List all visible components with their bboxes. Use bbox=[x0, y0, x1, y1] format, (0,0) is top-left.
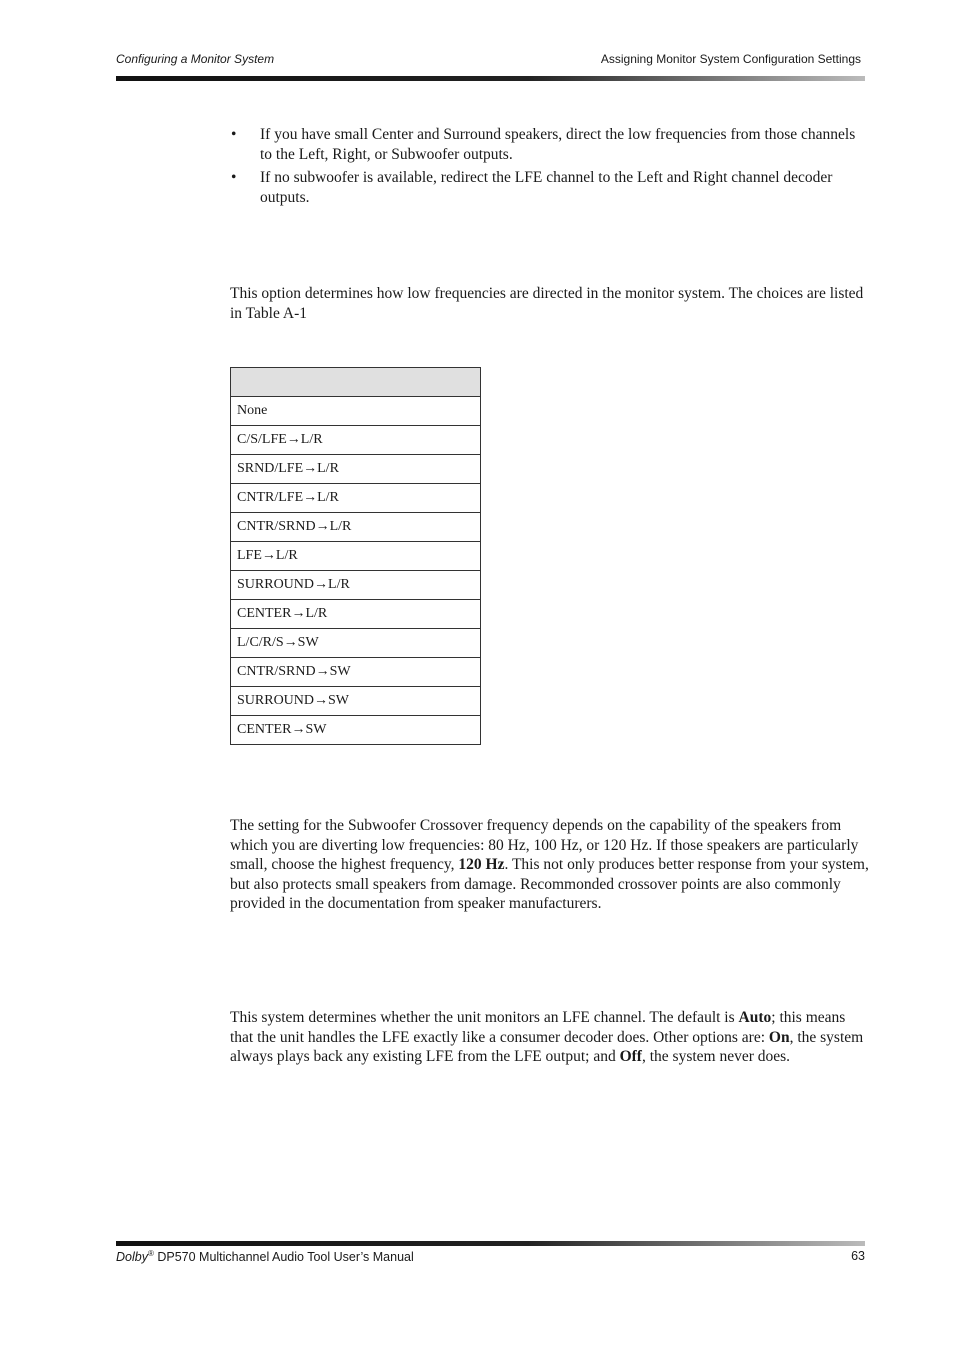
bullet-icon: • bbox=[231, 126, 237, 143]
table-cell: SURROUND→SW bbox=[231, 687, 481, 716]
lfe-bold-auto: Auto bbox=[738, 1009, 772, 1026]
table-cell: L/C/R/S→SW bbox=[231, 629, 481, 658]
lfe-text-2: ; this means that the unit handles the LFE exactly like a consumer decoder does. Other options are: bbox=[230, 1009, 846, 1046]
table-cell: None bbox=[231, 397, 481, 426]
table-cell: CNTR/SRND→L/R bbox=[231, 513, 481, 542]
table-cell: CENTER→SW bbox=[231, 716, 481, 745]
bullet-item bbox=[230, 168, 870, 207]
lfe-text-3: , the system always plays back any existing LFE from the LFE output; and bbox=[230, 1028, 864, 1065]
lfe-bold-on: On bbox=[768, 1028, 790, 1046]
bullet-icon: • bbox=[231, 169, 237, 186]
bullet-text: If you have small Center and Surround speakers, direct the low frequencies from those channels to the Left, Right, or Subwoofer outputs. bbox=[260, 126, 856, 163]
lfe-paragraph bbox=[230, 1008, 870, 1067]
page-header bbox=[116, 52, 861, 70]
header-section-title: Assigning Monitor System Configuration Settings bbox=[600, 52, 861, 66]
table-row bbox=[231, 629, 481, 658]
table-row bbox=[231, 687, 481, 716]
table-cell: SURROUND→L/R bbox=[231, 571, 481, 600]
table-cell: C/S/LFE→L/R bbox=[231, 426, 481, 455]
table-cell: SRND/LFE→L/R bbox=[231, 455, 481, 484]
table-row bbox=[231, 397, 481, 426]
table-cell: CENTER→L/R bbox=[231, 600, 481, 629]
page-number: 63 bbox=[851, 1249, 865, 1263]
lfe-text-1: This system determines whether the unit monitors an LFE channel. The default is bbox=[230, 1009, 739, 1026]
crossover-text-2: . This not only produces better response from your system, but also protects small speakers from damage. Recommonded crossover points are also commonly provided in the documentation from speaker manufacturers. bbox=[230, 856, 869, 912]
bullet-item bbox=[230, 125, 870, 164]
bullet-text: If no subwoofer is available, redirect the LFE channel to the Left and Right channel decoder outputs. bbox=[260, 169, 833, 206]
lfe-text-4: , the system never does. bbox=[641, 1048, 791, 1065]
footer-title-text: DP570 Multichannel Audio Tool User’s Manual bbox=[153, 1250, 414, 1265]
header-rule bbox=[116, 76, 865, 81]
page-footer bbox=[116, 1249, 865, 1267]
table-header-cell bbox=[231, 368, 481, 397]
table-row bbox=[231, 455, 481, 484]
bass-management-paragraph: This option determines how low frequencies are directed in the monitor system. The choices are listed in Table A-1 bbox=[230, 285, 864, 322]
table-row bbox=[231, 426, 481, 455]
header-chapter-title: Configuring a Monitor System bbox=[116, 52, 275, 66]
table-row bbox=[231, 600, 481, 629]
crossover-paragraph bbox=[230, 816, 870, 914]
options-table bbox=[230, 367, 481, 745]
crossover-bold-frequency: 120 Hz bbox=[458, 856, 505, 873]
table-row bbox=[231, 571, 481, 600]
table-cell: CNTR/LFE→L/R bbox=[231, 484, 481, 513]
table-row bbox=[231, 716, 481, 745]
table-cell: CNTR/SRND→SW bbox=[231, 658, 481, 687]
table-row bbox=[231, 484, 481, 513]
table-cell: LFE→L/R bbox=[231, 542, 481, 571]
lfe-bold-off: Off bbox=[619, 1048, 642, 1065]
footer-manual-title bbox=[116, 1249, 414, 1264]
footer-rule bbox=[116, 1241, 865, 1246]
table-row bbox=[231, 542, 481, 571]
footer-brand: Dolby bbox=[116, 1250, 148, 1265]
registered-mark: ® bbox=[147, 1249, 154, 1258]
crossover-text-1: The setting for the Subwoofer Crossover frequency depends on the capability of the speakers from which you are diverting low frequencies: 80 Hz, 100 Hz, or 120 Hz. If those speakers are particularly small, choose the highest frequency, bbox=[230, 817, 859, 873]
table-header-row bbox=[231, 368, 481, 397]
bullet-list bbox=[230, 125, 870, 211]
table-row bbox=[231, 658, 481, 687]
table-row bbox=[231, 513, 481, 542]
